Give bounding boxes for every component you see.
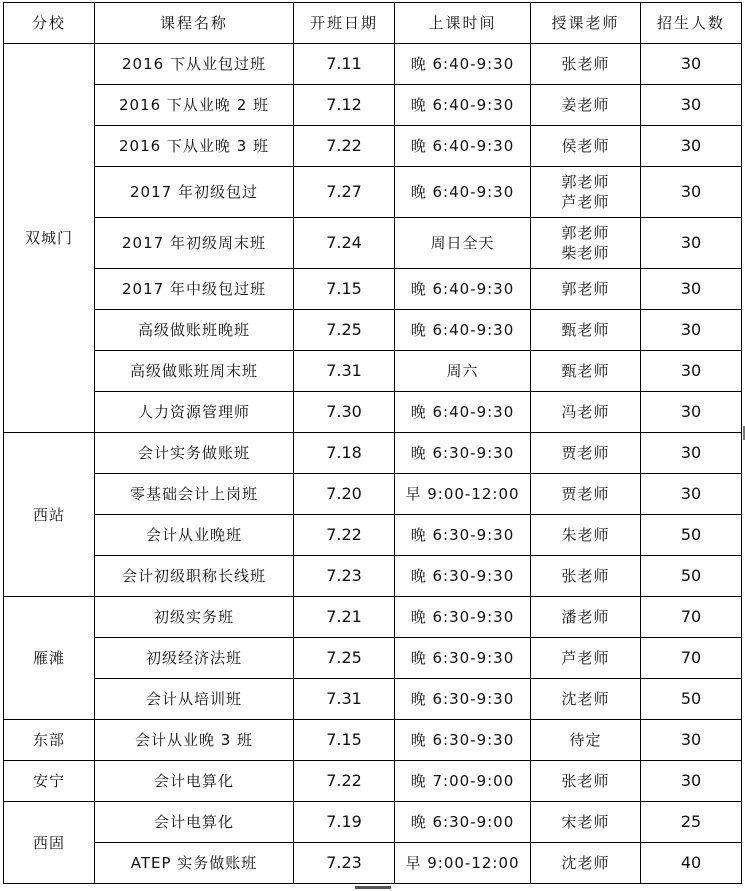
course-name-cell: 高级做账班晚班 — [95, 310, 294, 351]
header-teacher: 授课老师 — [531, 3, 641, 44]
table-row — [4, 433, 742, 474]
table-row — [4, 167, 742, 218]
teacher-name: 冯老师 — [561, 403, 610, 421]
course-name-cell: 2017 年中级包过班 — [95, 269, 294, 310]
enrollment-cell: 30 — [641, 351, 742, 392]
course-name-cell: 高级做账班周末班 — [95, 351, 294, 392]
course-name-cell: 2017 年初级周末班 — [95, 218, 294, 269]
start-date-cell: 7.21 — [294, 597, 395, 638]
enrollment-cell: 25 — [641, 802, 742, 843]
course-name-cell: 会计从业晚 3 班 — [95, 720, 294, 761]
enrollment-cell: 30 — [641, 761, 742, 802]
teacher-cell — [531, 843, 641, 884]
table-row — [4, 392, 742, 433]
start-date-cell: 7.11 — [294, 44, 395, 85]
start-date-cell: 7.22 — [294, 515, 395, 556]
teacher-cell — [531, 310, 641, 351]
start-date-cell: 7.31 — [294, 351, 395, 392]
table-row — [4, 269, 742, 310]
start-date-cell: 7.25 — [294, 310, 395, 351]
teacher-name: 沈老师 — [561, 690, 610, 708]
course-name-cell: 初级实务班 — [95, 597, 294, 638]
header-class-time: 上课时间 — [395, 3, 531, 44]
teacher-cell — [531, 556, 641, 597]
teacher-cell — [531, 44, 641, 85]
course-name-cell: 会计实务做账班 — [95, 433, 294, 474]
table-row — [4, 44, 742, 85]
table-row — [4, 310, 742, 351]
teacher-name: 待定 — [569, 731, 602, 749]
teacher-name: 贾老师 — [561, 485, 610, 503]
teacher-name: 甄老师 — [561, 321, 610, 339]
class-time-cell: 晚 6:40-9:30 — [395, 269, 531, 310]
class-time-cell: 早 9:00-12:00 — [395, 474, 531, 515]
course-name-cell: 会计从业晚班 — [95, 515, 294, 556]
teacher-name: 张老师 — [561, 55, 610, 73]
teacher-cell — [531, 761, 641, 802]
table-row — [4, 597, 742, 638]
table-row — [4, 218, 742, 269]
start-date-cell: 7.27 — [294, 167, 395, 218]
table-body — [4, 44, 742, 884]
table-row — [4, 843, 742, 884]
teacher-name: 张老师 — [561, 772, 610, 790]
teacher-name: 贾老师 — [561, 444, 610, 462]
header-row — [4, 3, 742, 44]
teacher-name: 郭老师 — [561, 173, 610, 191]
table-row — [4, 802, 742, 843]
class-time-cell: 晚 6:40-9:30 — [395, 44, 531, 85]
start-date-cell: 7.31 — [294, 679, 395, 720]
teacher-cell — [531, 679, 641, 720]
campus-cell: 双城门 — [4, 44, 95, 433]
teacher-cell — [531, 433, 641, 474]
class-time-cell: 晚 6:30-9:30 — [395, 720, 531, 761]
start-date-cell: 7.30 — [294, 392, 395, 433]
page-edge-marker — [355, 886, 391, 889]
course-name-cell: 会计电算化 — [95, 761, 294, 802]
enrollment-cell: 50 — [641, 515, 742, 556]
teacher-name: 宋老师 — [561, 813, 610, 831]
class-time-cell: 晚 7:00-9:00 — [395, 761, 531, 802]
start-date-cell: 7.15 — [294, 269, 395, 310]
table-row — [4, 474, 742, 515]
enrollment-cell: 30 — [641, 392, 742, 433]
table-row — [4, 351, 742, 392]
enrollment-cell: 30 — [641, 126, 742, 167]
start-date-cell: 7.18 — [294, 433, 395, 474]
teacher-cell — [531, 351, 641, 392]
start-date-cell: 7.19 — [294, 802, 395, 843]
course-name-cell: 零基础会计上岗班 — [95, 474, 294, 515]
class-time-cell: 晚 6:40-9:30 — [395, 392, 531, 433]
start-date-cell: 7.24 — [294, 218, 395, 269]
enrollment-cell: 50 — [641, 679, 742, 720]
table-row — [4, 126, 742, 167]
start-date-cell: 7.22 — [294, 761, 395, 802]
header-campus: 分校 — [4, 3, 95, 44]
enrollment-cell: 70 — [641, 597, 742, 638]
course-name-cell: 2016 下从业晚 3 班 — [95, 126, 294, 167]
campus-cell: 东部 — [4, 720, 95, 761]
enrollment-cell: 30 — [641, 720, 742, 761]
start-date-cell: 7.22 — [294, 126, 395, 167]
table-row — [4, 720, 742, 761]
teacher-cell — [531, 474, 641, 515]
class-time-cell: 晚 6:40-9:30 — [395, 167, 531, 218]
teacher-name: 姜老师 — [561, 96, 610, 114]
enrollment-cell: 30 — [641, 167, 742, 218]
class-time-cell: 晚 6:30-9:30 — [395, 638, 531, 679]
teacher-name: 芦老师 — [561, 649, 610, 667]
teacher-cell — [531, 515, 641, 556]
header-start-date: 开班日期 — [294, 3, 395, 44]
course-name-cell: 2016 下从业晚 2 班 — [95, 85, 294, 126]
class-time-cell: 晚 6:40-9:30 — [395, 126, 531, 167]
teacher-name: 郭老师 — [561, 224, 610, 242]
teacher-cell — [531, 167, 641, 218]
teacher-cell — [531, 638, 641, 679]
enrollment-cell: 40 — [641, 843, 742, 884]
class-time-cell: 周六 — [395, 351, 531, 392]
start-date-cell: 7.15 — [294, 720, 395, 761]
enrollment-cell: 30 — [641, 85, 742, 126]
table-row — [4, 556, 742, 597]
table-row — [4, 85, 742, 126]
campus-cell: 西站 — [4, 433, 95, 597]
class-time-cell: 晚 6:30-9:30 — [395, 679, 531, 720]
course-schedule-table — [3, 2, 742, 884]
teacher-name: 侯老师 — [561, 137, 610, 155]
course-name-cell: 人力资源管理师 — [95, 392, 294, 433]
enrollment-cell: 50 — [641, 556, 742, 597]
table-row — [4, 638, 742, 679]
enrollment-cell: 30 — [641, 44, 742, 85]
teacher-name: 芦老师 — [561, 193, 610, 211]
teacher-cell — [531, 802, 641, 843]
header-enrollment: 招生人数 — [641, 3, 742, 44]
class-time-cell: 晚 6:30-9:30 — [395, 556, 531, 597]
teacher-name: 潘老师 — [561, 608, 610, 626]
enrollment-cell: 30 — [641, 474, 742, 515]
enrollment-cell: 30 — [641, 218, 742, 269]
class-time-cell: 晚 6:30-9:30 — [395, 597, 531, 638]
course-name-cell: ATEP 实务做账班 — [95, 843, 294, 884]
course-name-cell: 会计初级职称长线班 — [95, 556, 294, 597]
campus-cell: 西固 — [4, 802, 95, 884]
course-name-cell: 2017 年初级包过 — [95, 167, 294, 218]
start-date-cell: 7.20 — [294, 474, 395, 515]
start-date-cell: 7.12 — [294, 85, 395, 126]
class-time-cell: 晚 6:30-9:00 — [395, 802, 531, 843]
teacher-name: 郭老师 — [561, 280, 610, 298]
enrollment-cell: 70 — [641, 638, 742, 679]
teacher-cell — [531, 597, 641, 638]
teacher-name: 沈老师 — [561, 854, 610, 872]
table-row — [4, 761, 742, 802]
table-row — [4, 515, 742, 556]
campus-cell: 雁滩 — [4, 597, 95, 720]
class-time-cell: 晚 6:40-9:30 — [395, 310, 531, 351]
enrollment-cell: 30 — [641, 310, 742, 351]
teacher-name: 朱老师 — [561, 526, 610, 544]
class-time-cell: 晚 6:30-9:30 — [395, 433, 531, 474]
teacher-name: 张老师 — [561, 567, 610, 585]
teacher-cell — [531, 126, 641, 167]
header-course-name: 课程名称 — [95, 3, 294, 44]
teacher-cell — [531, 218, 641, 269]
start-date-cell: 7.25 — [294, 638, 395, 679]
class-time-cell: 周日全天 — [395, 218, 531, 269]
course-name-cell: 会计电算化 — [95, 802, 294, 843]
course-name-cell: 2016 下从业包过班 — [95, 44, 294, 85]
campus-cell: 安宁 — [4, 761, 95, 802]
teacher-cell — [531, 720, 641, 761]
class-time-cell: 早 9:00-12:00 — [395, 843, 531, 884]
start-date-cell: 7.23 — [294, 556, 395, 597]
class-time-cell: 晚 6:40-9:30 — [395, 85, 531, 126]
course-name-cell: 会计从培训班 — [95, 679, 294, 720]
class-time-cell: 晚 6:30-9:30 — [395, 515, 531, 556]
teacher-cell — [531, 269, 641, 310]
table-row — [4, 679, 742, 720]
teacher-name: 甄老师 — [561, 362, 610, 380]
table-header — [4, 3, 742, 44]
teacher-name: 柴老师 — [561, 244, 610, 262]
teacher-cell — [531, 392, 641, 433]
teacher-cell — [531, 85, 641, 126]
course-name-cell: 初级经济法班 — [95, 638, 294, 679]
start-date-cell: 7.23 — [294, 843, 395, 884]
enrollment-cell: 30 — [641, 269, 742, 310]
enrollment-cell: 30 — [641, 433, 742, 474]
